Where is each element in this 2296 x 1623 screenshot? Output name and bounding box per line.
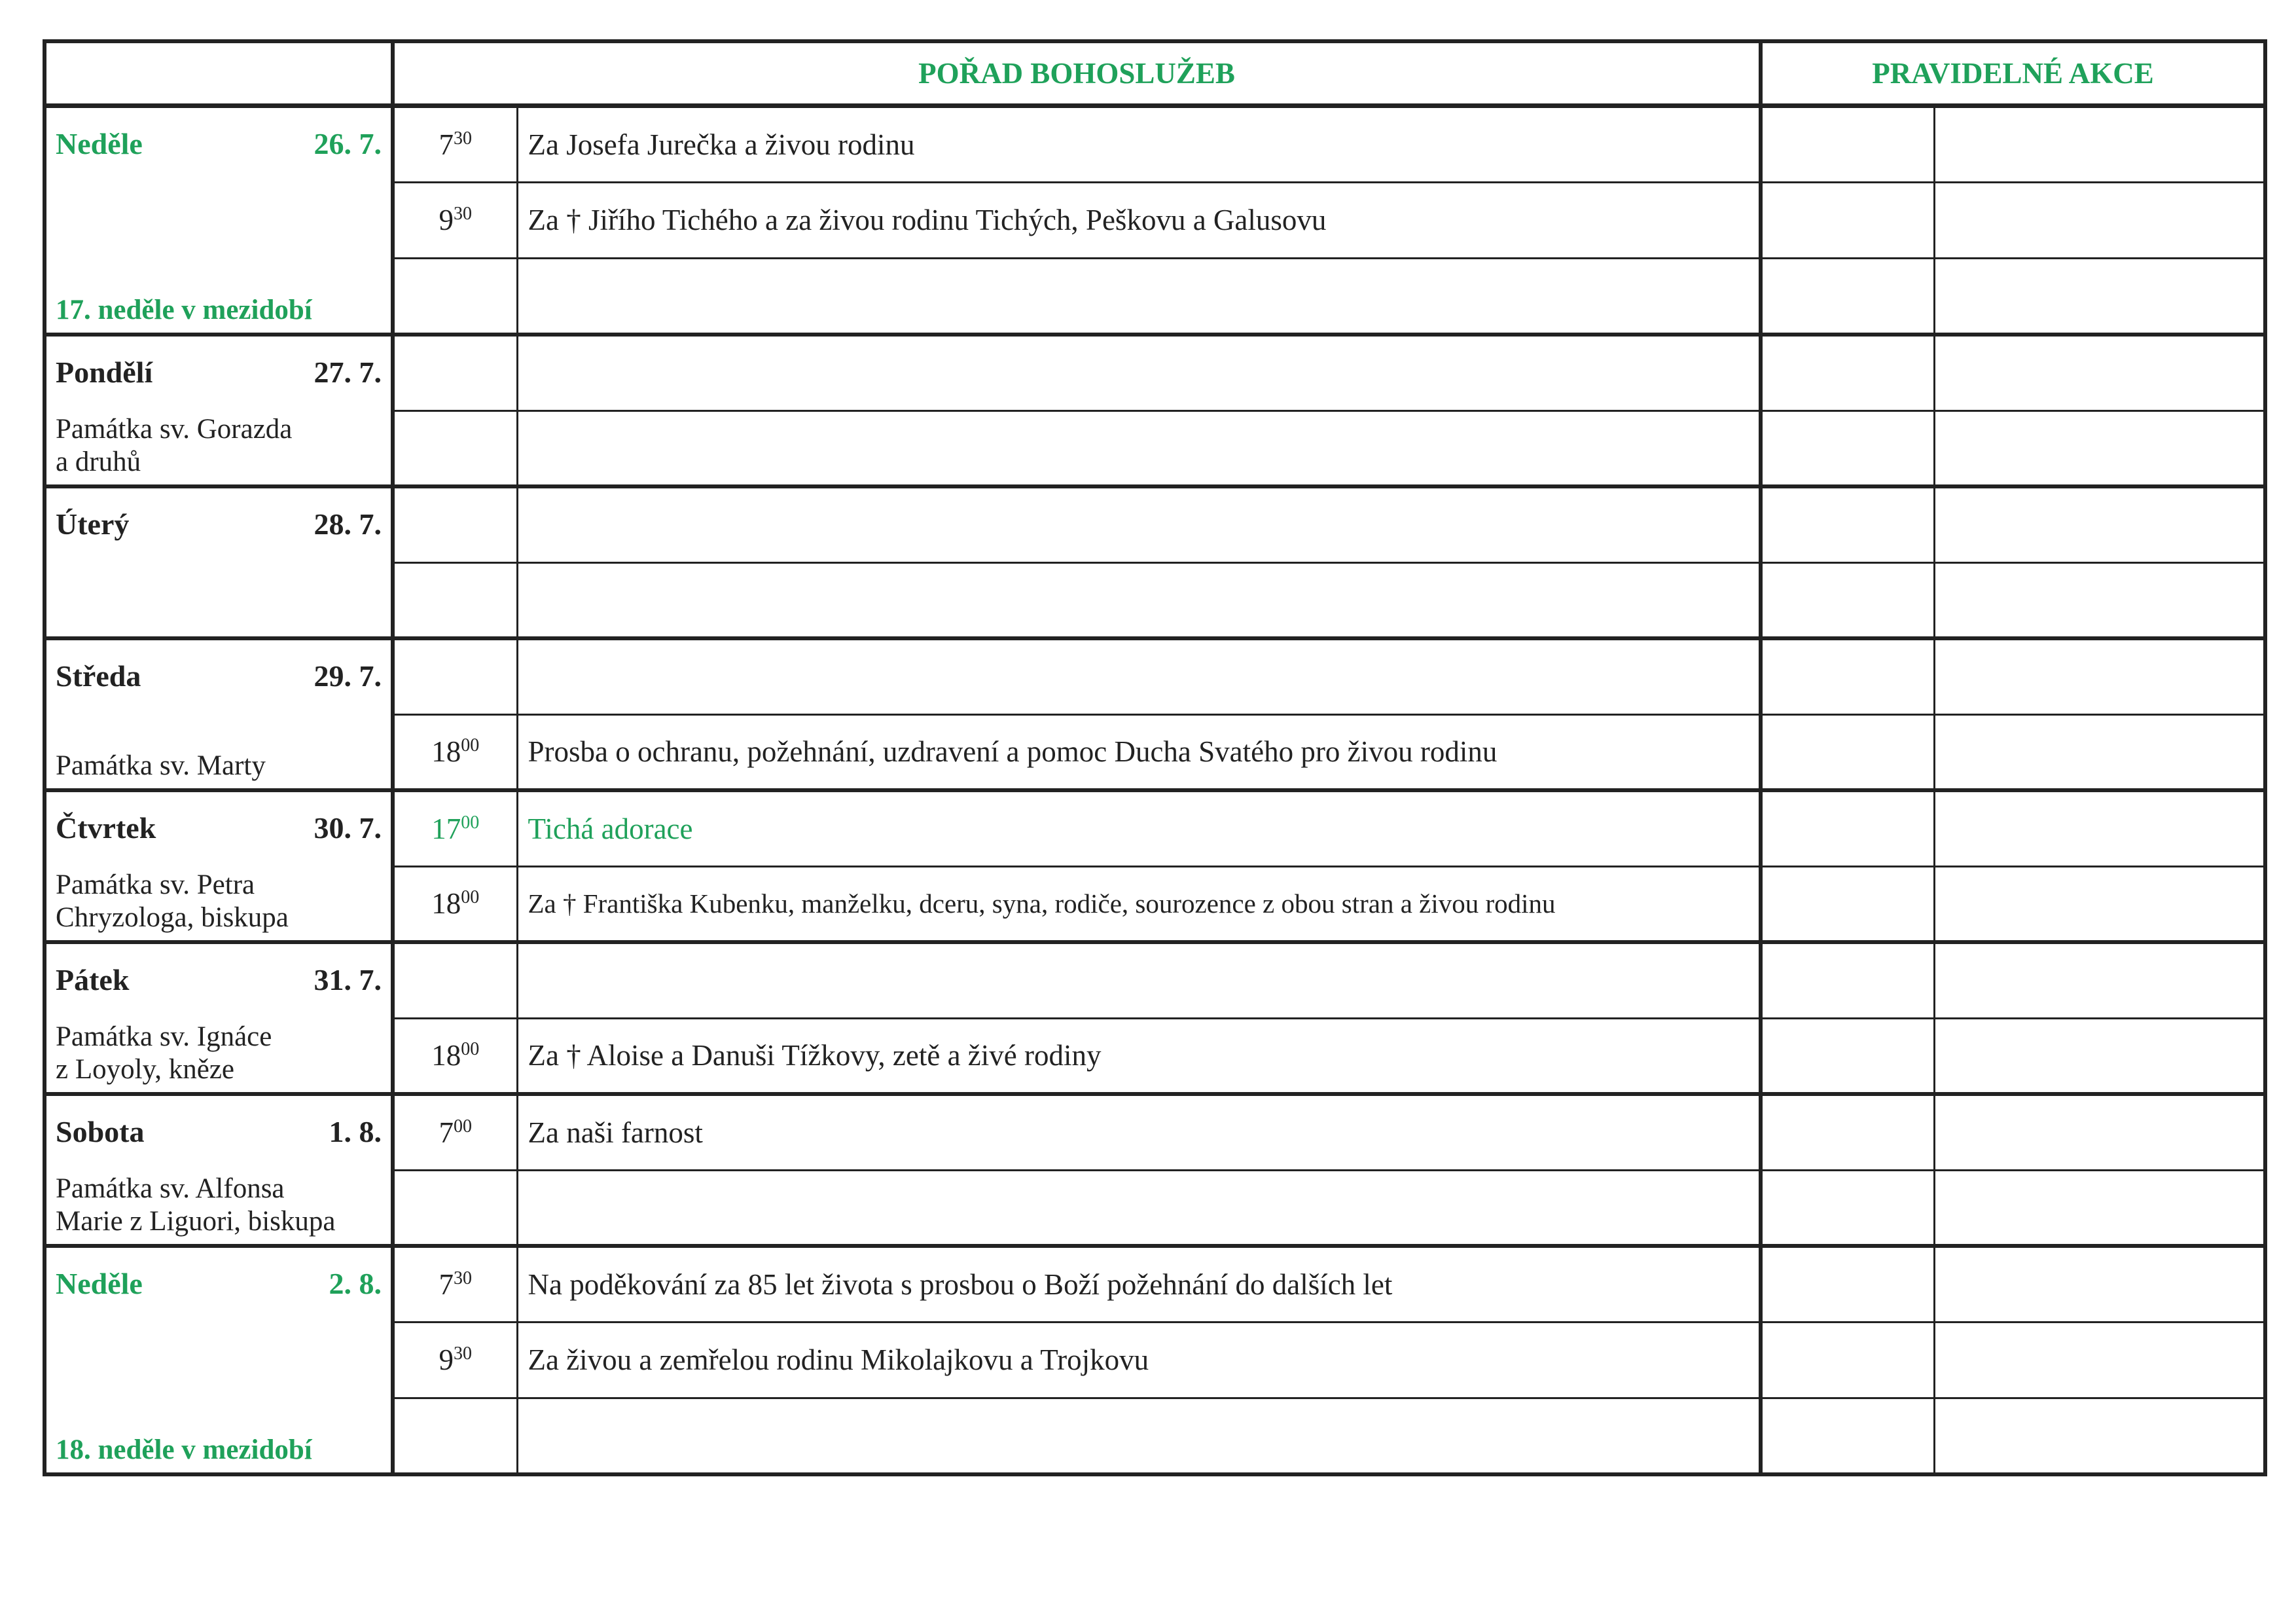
time-minutes: 30 (454, 1343, 472, 1364)
time-cell (393, 1170, 517, 1246)
event-cell (1761, 866, 1934, 942)
event-cell (1934, 562, 2265, 638)
day-heading (56, 509, 382, 539)
day-subtitle: Památka sv. Marty (56, 750, 266, 782)
event-cell (1761, 1094, 1934, 1170)
header-row (45, 41, 2265, 106)
time-hour: 18 (431, 1039, 461, 1072)
event-cell (1934, 942, 2265, 1018)
table-row (45, 790, 2265, 866)
event-cell (1934, 486, 2265, 562)
table-row (45, 335, 2265, 410)
day-heading (56, 1269, 382, 1299)
intention-text: Za † Františka Kubenku, manželku, dceru, syna, rodiče, sourozence z obou stran a živou rodinu (517, 866, 1761, 942)
events-title: PRAVIDELNÉ AKCE (1761, 41, 2265, 106)
event-cell (1934, 1170, 2265, 1246)
time-minutes: 30 (454, 1268, 472, 1289)
event-cell (1761, 486, 1934, 562)
event-cell (1761, 638, 1934, 714)
time-cell (393, 790, 517, 866)
time-minutes: 00 (454, 1116, 472, 1137)
day-cell (45, 790, 393, 942)
event-cell (1761, 714, 1934, 790)
time-minutes: 00 (461, 887, 480, 908)
day-name: Neděle (56, 1267, 143, 1300)
event-cell (1761, 183, 1934, 258)
time-minutes: 00 (461, 735, 480, 756)
day-date: 29. 7. (314, 659, 382, 693)
intention-text: Za živou a zemřelou rodinu Mikolajkovu a Trojkovu (517, 1322, 1761, 1398)
event-cell (1934, 790, 2265, 866)
time-minutes: 00 (461, 812, 480, 833)
day-date: 27. 7. (314, 356, 382, 389)
intention-text (517, 486, 1761, 562)
event-cell (1761, 942, 1934, 1018)
day-subtitle: Památka sv. Alfonsa Marie z Liguori, biskupa (56, 1173, 336, 1237)
day-name: Středa (56, 659, 141, 693)
intention-text (517, 562, 1761, 638)
intention-text (517, 410, 1761, 486)
time-cell (393, 410, 517, 486)
time-minutes: 00 (461, 1039, 480, 1060)
event-cell (1934, 1246, 2265, 1322)
day-cell (45, 942, 393, 1094)
day-name: Sobota (56, 1115, 145, 1148)
day-heading (56, 357, 382, 388)
intention-text: Tichá adorace (517, 790, 1761, 866)
event-cell (1934, 1094, 2265, 1170)
day-date: 26. 7. (314, 127, 382, 160)
table-row (45, 106, 2265, 183)
day-cell (45, 638, 393, 790)
table-row (45, 1246, 2265, 1322)
event-cell (1761, 1246, 1934, 1322)
day-date: 2. 8. (329, 1267, 382, 1300)
intention-text: Na poděkování za 85 let života s prosbou o Boží požehnání do dalších let (517, 1246, 1761, 1322)
intention-text: Za † Aloise a Danuši Tížkovy, zetě a živé rodiny (517, 1018, 1761, 1094)
day-name: Úterý (56, 507, 130, 541)
day-cell (45, 106, 393, 335)
event-cell (1761, 258, 1934, 335)
event-cell (1761, 1018, 1934, 1094)
intention-text (517, 1398, 1761, 1474)
day-cell (45, 486, 393, 638)
intention-text: Za naši farnost (517, 1094, 1761, 1170)
time-cell (393, 562, 517, 638)
event-cell (1934, 410, 2265, 486)
day-heading (56, 813, 382, 843)
day-date: 31. 7. (314, 963, 382, 996)
day-cell (45, 1246, 393, 1474)
time-cell (393, 714, 517, 790)
day-date: 28. 7. (314, 507, 382, 541)
intention-text (517, 335, 1761, 410)
event-cell (1761, 106, 1934, 183)
day-cell (45, 1094, 393, 1246)
time-hour: 17 (431, 812, 461, 845)
day-subtitle: Památka sv. Petra Chryzologa, biskupa (56, 869, 289, 934)
event-cell (1934, 335, 2265, 410)
event-cell (1934, 106, 2265, 183)
time-cell (393, 486, 517, 562)
time-cell (393, 1018, 517, 1094)
table-row (45, 486, 2265, 562)
time-cell (393, 1322, 517, 1398)
header-empty-cell (45, 41, 393, 106)
time-cell (393, 258, 517, 335)
time-cell (393, 335, 517, 410)
table-row (45, 942, 2265, 1018)
intention-text: Za Josefa Jurečka a živou rodinu (517, 106, 1761, 183)
day-cell (45, 335, 393, 486)
time-hour: 9 (439, 1343, 454, 1377)
event-cell (1934, 866, 2265, 942)
event-cell (1934, 714, 2265, 790)
time-cell (393, 942, 517, 1018)
day-subtitle: 17. neděle v mezidobí (56, 295, 312, 326)
time-hour: 7 (439, 1116, 454, 1149)
time-hour: 9 (439, 204, 454, 237)
intention-text: Za † Jiřího Tichého a za živou rodinu Tichých, Peškovu a Galusovu (517, 183, 1761, 258)
intention-text: Prosba o ochranu, požehnání, uzdravení a pomoc Ducha Svatého pro živou rodinu (517, 714, 1761, 790)
day-heading (56, 1117, 382, 1147)
day-date: 1. 8. (329, 1115, 382, 1148)
day-name: Čtvrtek (56, 811, 156, 845)
time-hour: 18 (431, 887, 461, 921)
time-cell (393, 1246, 517, 1322)
event-cell (1761, 1170, 1934, 1246)
schedule-table (43, 39, 2267, 1476)
table-row (45, 1094, 2265, 1170)
day-name: Pondělí (56, 356, 153, 389)
time-cell (393, 1094, 517, 1170)
event-cell (1934, 638, 2265, 714)
time-minutes: 30 (454, 128, 472, 149)
schedule-title: POŘAD BOHOSLUŽEB (393, 41, 1761, 106)
day-subtitle (56, 631, 382, 636)
intention-text (517, 1170, 1761, 1246)
day-date: 30. 7. (314, 811, 382, 845)
event-cell (1934, 183, 2265, 258)
day-name: Pátek (56, 963, 130, 996)
event-cell (1934, 258, 2265, 335)
event-cell (1761, 410, 1934, 486)
intention-text (517, 258, 1761, 335)
time-cell (393, 183, 517, 258)
event-cell (1761, 1398, 1934, 1474)
time-hour: 7 (439, 128, 454, 162)
time-cell (393, 106, 517, 183)
time-cell (393, 638, 517, 714)
event-cell (1761, 335, 1934, 410)
intention-text (517, 942, 1761, 1018)
event-cell (1934, 1322, 2265, 1398)
event-cell (1761, 790, 1934, 866)
event-cell (1761, 562, 1934, 638)
day-subtitle: 18. neděle v mezidobí (56, 1434, 312, 1466)
time-minutes: 30 (454, 204, 472, 225)
day-subtitle: Památka sv. Gorazda a druhů (56, 413, 293, 478)
schedule-body (45, 41, 2265, 1474)
table-row (45, 638, 2265, 714)
intention-text (517, 638, 1761, 714)
event-cell (1934, 1018, 2265, 1094)
event-cell (1761, 1322, 1934, 1398)
event-cell (1934, 1398, 2265, 1474)
time-cell (393, 866, 517, 942)
day-heading (56, 129, 382, 159)
day-subtitle: Památka sv. Ignáce z Loyoly, kněze (56, 1021, 272, 1085)
time-cell (393, 1398, 517, 1474)
day-heading (56, 661, 382, 691)
day-heading (56, 965, 382, 995)
day-name: Neděle (56, 127, 143, 160)
time-hour: 18 (431, 735, 461, 769)
time-hour: 7 (439, 1268, 454, 1302)
